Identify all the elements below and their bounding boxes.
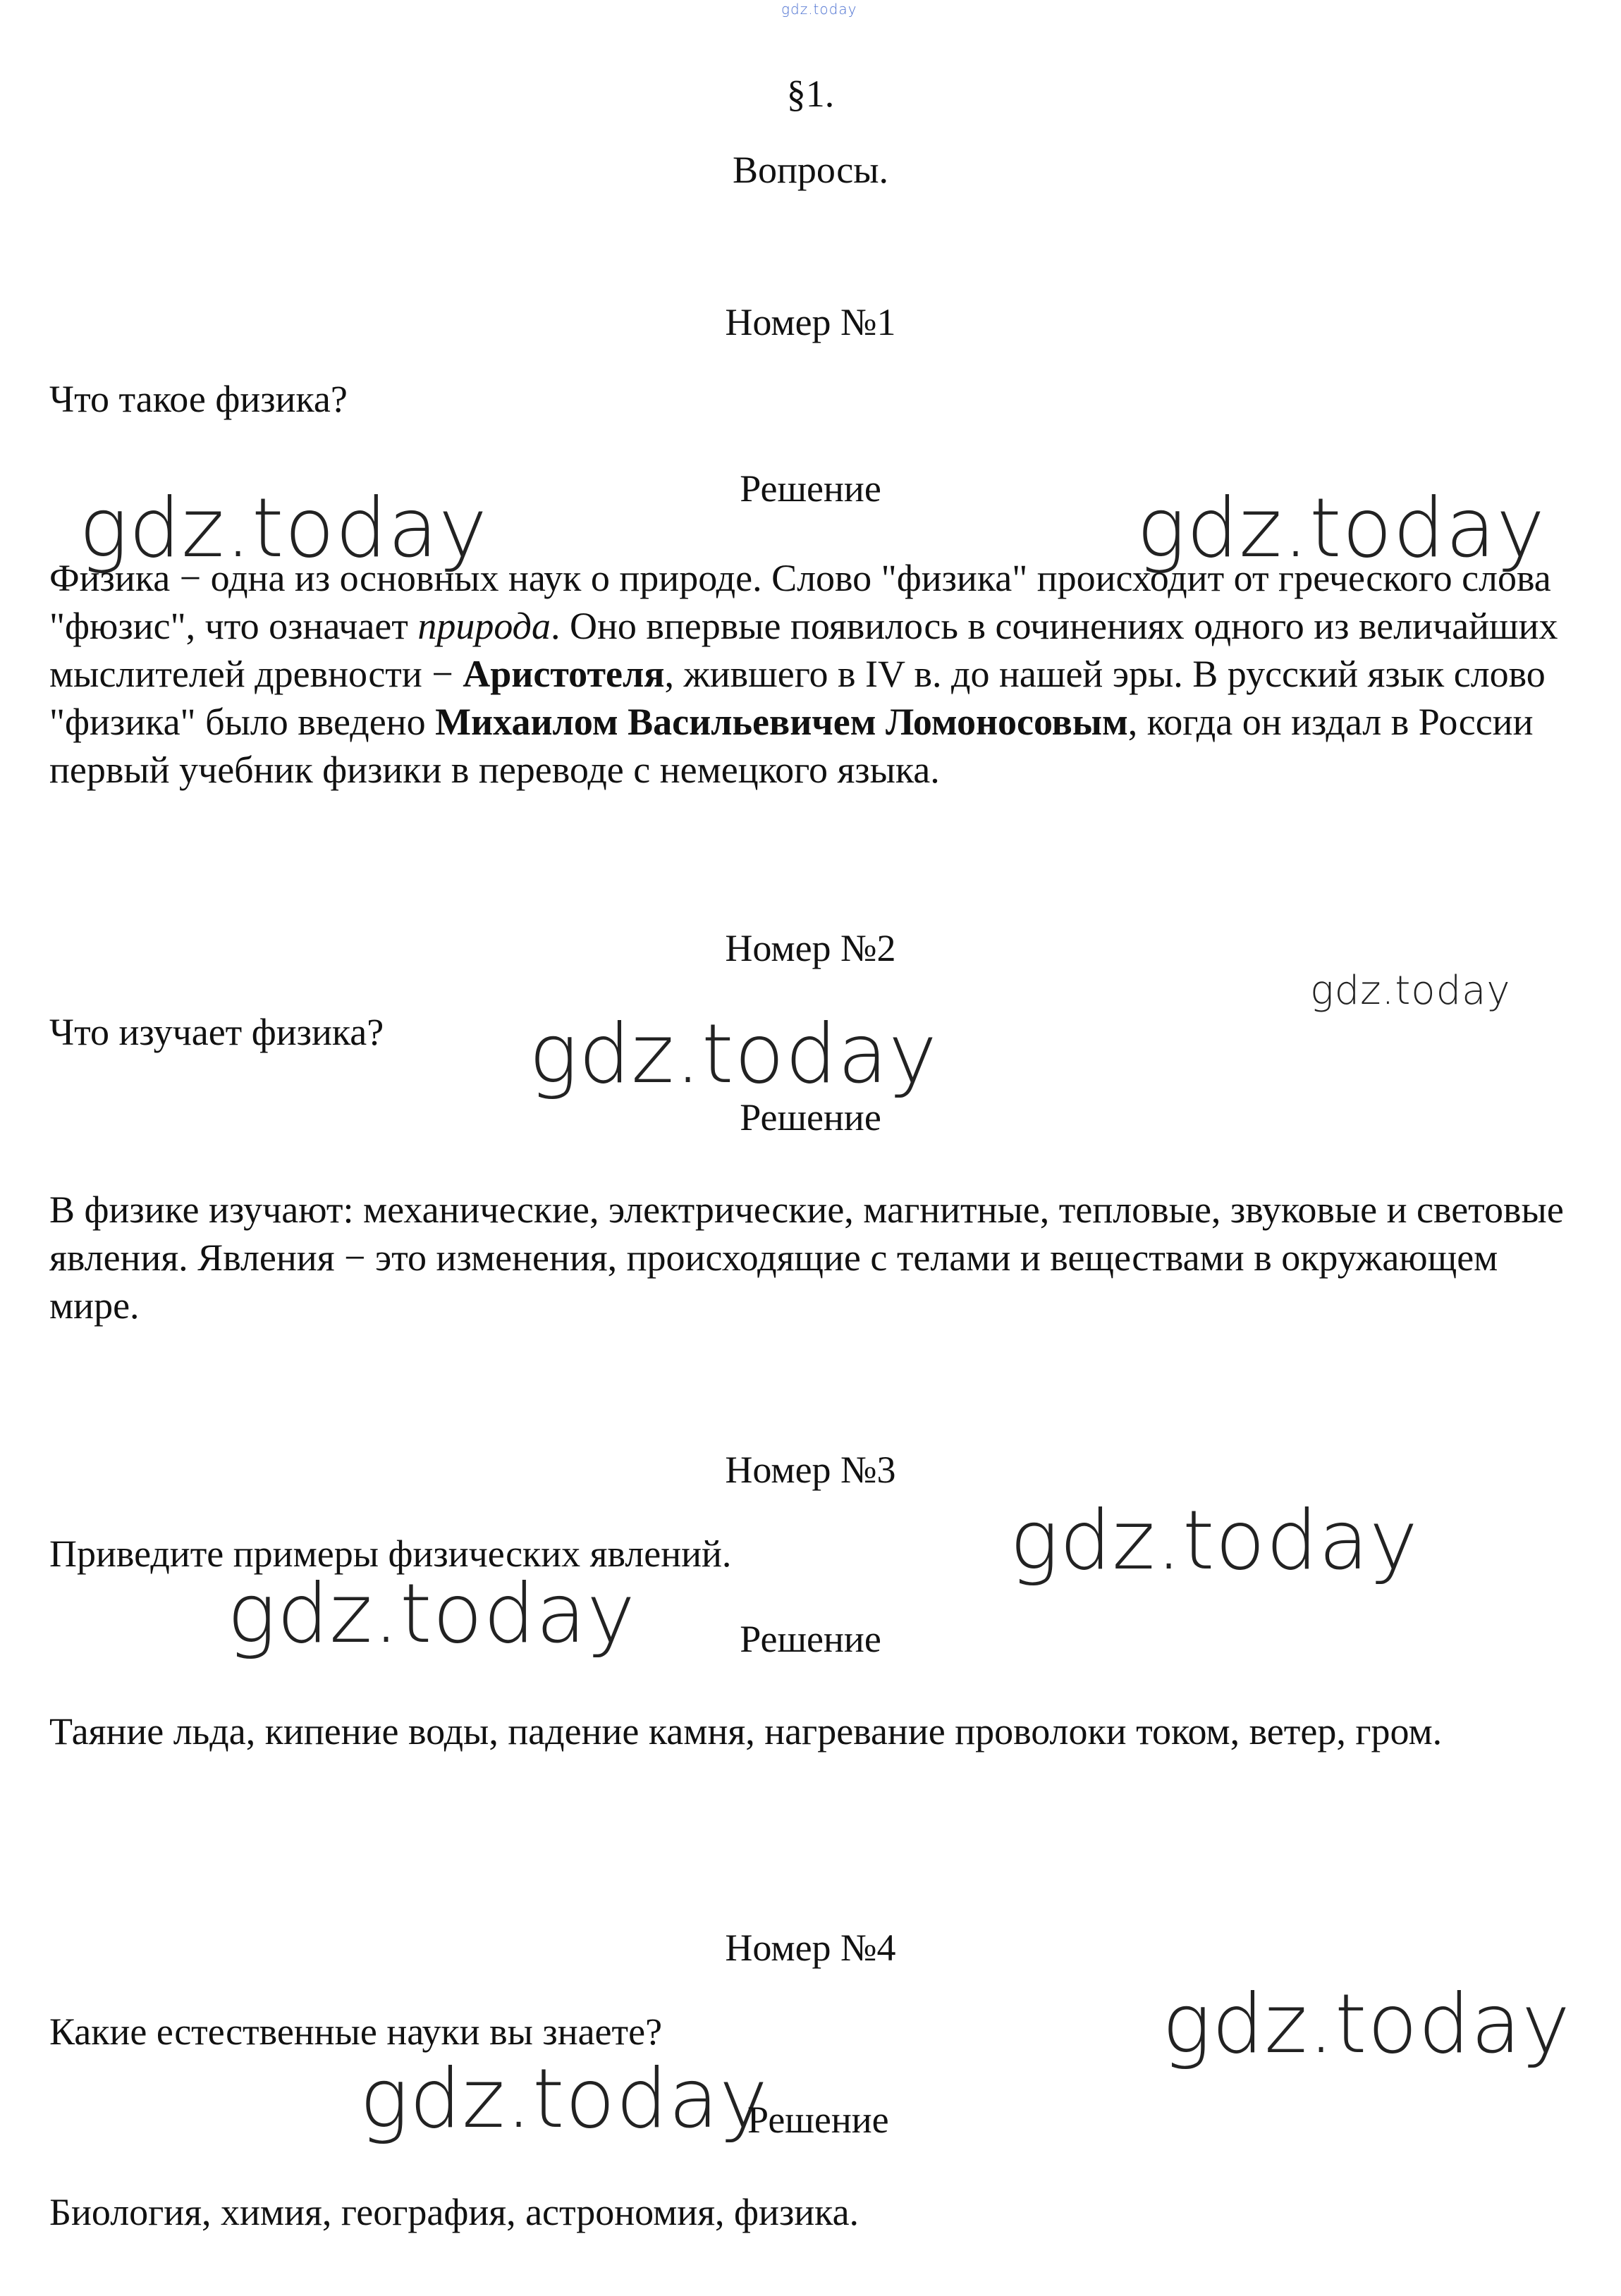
watermark: gdz.today [1310,968,1511,1014]
section-heading: §1. [786,73,835,115]
answer-text-1-part: , когда он издал в России первый учебник физики в переводе с немецкого языка. [49,701,1534,791]
solution-label-1: Решение [740,467,881,510]
watermark: gdz.today [360,2051,769,2147]
watermark: gdz.today [1137,481,1546,576]
answer-text-1 [49,554,1572,794]
question-text-2: Что изучает физика? [49,1011,384,1053]
solution-label-4: Решение [747,2099,889,2141]
watermark: gdz.today [1010,1493,1419,1588]
watermark: gdz.today [1162,1977,1571,2072]
solution-label-3: Решение [740,1618,881,1660]
question-text-3: Приведите примеры физических явлений. [49,1533,732,1575]
answer-text-1-bold: Аристотеля [463,653,665,695]
answer-text-1-italic: природа [417,605,551,647]
answer-text-1-bold: Михаилом Васильевичем Ломоносовым [435,701,1128,743]
solution-label-2: Решение [740,1096,881,1138]
question-number-1: Номер №1 [725,301,896,343]
page-subtitle: Вопросы. [732,149,888,191]
answer-text-1-part: Физика − одна из основных наук о природе. Слово "физика" происходит от греческого слова "фюзис", что означает [49,557,1551,647]
question-number-4: Номер №4 [725,1927,896,1969]
watermark: gdz.today [79,481,488,576]
answer-text-1-part: . Оно впервые появилось в сочинениях одного из величайших мыслителей древности − [49,605,1558,695]
answer-text-2: В физике изучают: механические, электрические, магнитные, тепловые, звуковые и световые явления. Явления − это изменения, происходящие с телами и веществами в окружающем мире. [49,1189,1564,1327]
question-text-4: Какие естественные науки вы знаете? [49,2010,663,2053]
top-watermark: gdz.today [781,1,857,18]
watermark: gdz.today [227,1566,636,1662]
watermark: gdz.today [529,1007,938,1102]
answer-text-1-part: , жившего в IV в. до нашей эры. В русский язык слово "физика" было введено [49,653,1546,743]
question-number-3: Номер №3 [725,1449,896,1491]
question-text-1: Что такое физика? [49,378,348,420]
answer-text-3: Таяние льда, кипение воды, падение камня, нагревание проволоки током, ветер, гром. [49,1710,1443,1752]
answer-text-4: Биология, химия, география, астрономия, физика. [49,2191,860,2233]
question-number-2: Номер №2 [725,927,896,969]
